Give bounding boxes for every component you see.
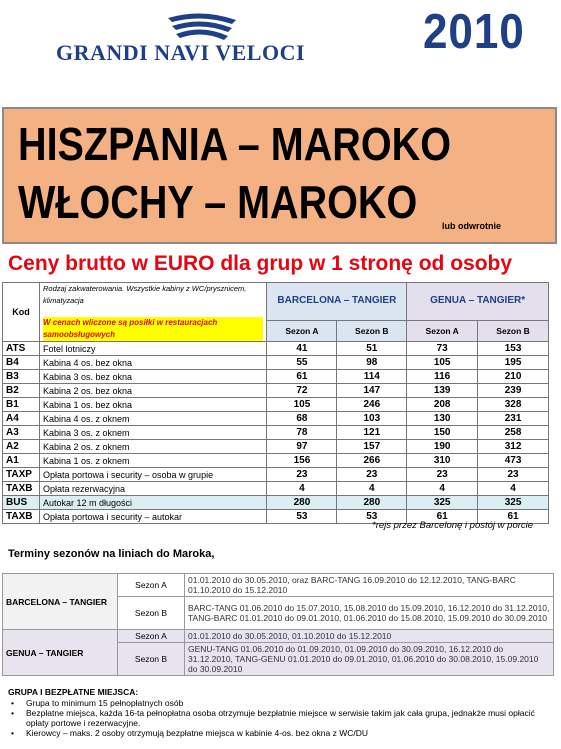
- cell-price: 68: [267, 412, 337, 426]
- season-label: Sezon A: [118, 574, 185, 597]
- table-row: [3, 370, 549, 384]
- cell-price: 325: [478, 496, 549, 510]
- cell-price: 153: [478, 342, 549, 356]
- cell-code: A4: [3, 412, 40, 426]
- cell-price: 258: [478, 426, 549, 440]
- seasons-table: [2, 573, 554, 676]
- cell-price: 312: [478, 440, 549, 454]
- cell-price: 23: [337, 468, 407, 482]
- column-header-accommodation: [39, 283, 267, 342]
- reverse-note: lub odwrotnie: [442, 221, 501, 231]
- logo-text: GRANDI NAVI VELOCI: [56, 40, 306, 65]
- cell-description: Autokar 12 m długości: [39, 496, 267, 510]
- cell-price: 72: [267, 384, 337, 398]
- cell-price: 23: [478, 468, 549, 482]
- route-footnote: *rejs przez Barcelonę i postój w porcie: [372, 520, 534, 531]
- cell-price: 53: [267, 510, 337, 524]
- cell-price: 190: [407, 440, 478, 454]
- cell-price: 103: [337, 412, 407, 426]
- route-header-barcelona-tangier: BARCELONA – TANGIER: [267, 283, 407, 321]
- table-row: [3, 468, 549, 482]
- table-row: [3, 342, 549, 356]
- cell-code: A1: [3, 454, 40, 468]
- accommodation-header-text: Rodzaj zakwaterowania. Wszystkie kabiny z WC/prysznicem, klimatyzacja: [42, 284, 247, 305]
- cell-code: A2: [3, 440, 40, 454]
- cell-price: 51: [337, 342, 407, 356]
- list-item: • Bezpłatne miejsca, każda 16-ta pełnopłatna osoba otrzymuje bezpłatnie miejsce w serwisie takim jak cała grupa, jednakże musi opłacić opłaty portowe i rezerwacyjne.: [8, 708, 558, 728]
- cell-price: 105: [267, 398, 337, 412]
- cell-price: 150: [407, 426, 478, 440]
- table-row: [3, 574, 554, 597]
- table-row: [3, 482, 549, 496]
- groups-list: [8, 698, 558, 738]
- price-table-body: [3, 342, 549, 524]
- route-name: BARCELONA – TANGIER: [3, 574, 118, 630]
- season-header: Sezon B: [478, 320, 549, 341]
- cell-code: TAXB: [3, 510, 40, 524]
- cell-price: 280: [267, 496, 337, 510]
- cell-price: 98: [337, 356, 407, 370]
- season-header: Sezon A: [407, 320, 478, 341]
- table-row: [3, 356, 549, 370]
- season-label: Sezon A: [118, 630, 185, 643]
- table-row: [3, 630, 554, 643]
- cell-price: 310: [407, 454, 478, 468]
- table-row: [3, 496, 549, 510]
- cell-price: 157: [337, 440, 407, 454]
- cell-price: 73: [407, 342, 478, 356]
- cell-price: 55: [267, 356, 337, 370]
- title-line-1: HISZPANIA – MAROKO: [18, 118, 451, 170]
- cell-price: 239: [478, 384, 549, 398]
- season-header: Sezon B: [337, 320, 407, 341]
- cell-price: 156: [267, 454, 337, 468]
- table-row: [3, 412, 549, 426]
- cell-description: Opłata portowa i security – autokar: [39, 510, 267, 524]
- cell-price: 97: [267, 440, 337, 454]
- table-row: [3, 454, 549, 468]
- cell-code: TAXP: [3, 468, 40, 482]
- cell-description: Kabina 2 os. z oknem: [39, 440, 267, 454]
- cell-price: 121: [337, 426, 407, 440]
- cell-price: 114: [337, 370, 407, 384]
- cell-code: B2: [3, 384, 40, 398]
- season-dates: 01.01.2010 do 30.05.2010, 01.10.2010 do 15.12.2010: [185, 630, 554, 643]
- season-dates: 01.01.2010 do 30.05.2010, oraz BARC-TANG 16.09.2010 do 12.12.2010, TANG-BARC 01.10.2010 do 15.12.2010: [185, 574, 554, 597]
- cell-description: Kabina 1 os. z oknem: [39, 454, 267, 468]
- cell-price: 208: [407, 398, 478, 412]
- cell-description: Kabina 4 os. z oknem: [39, 412, 267, 426]
- table-row: [3, 384, 549, 398]
- cell-code: A3: [3, 426, 40, 440]
- cell-price: 4: [478, 482, 549, 496]
- season-dates: GENU-TANG 01.06.2010 do 01.09.2010, 01.09.2010 do 30.09.2010, 16.12.2010 do 31.12.2010, TANG-GENU 01.01.2010 do 09.01.2010, 01.06.2010 do 30.08.2010, 15.09.2010 do 30.09.2010: [185, 643, 554, 676]
- cell-code: B3: [3, 370, 40, 384]
- cell-code: BUS: [3, 496, 40, 510]
- list-item: • Kierowcy – maks. 2 osoby otrzymują bezpłatne miejsca w kabinie 4-os. bez okna z WC/DU: [8, 728, 558, 738]
- cell-price: 266: [337, 454, 407, 468]
- year-label: 2010: [423, 5, 525, 59]
- route-header-genua-tangier: GENUA – TANGIER*: [407, 283, 549, 321]
- cell-price: 139: [407, 384, 478, 398]
- groups-title: GRUPA I BEZPŁATNE MIEJSCA:: [8, 687, 139, 697]
- cell-price: 280: [337, 496, 407, 510]
- price-table: [2, 282, 549, 524]
- gnv-logo: [56, 10, 356, 70]
- cell-price: 61: [407, 510, 478, 524]
- cell-price: 473: [478, 454, 549, 468]
- cell-code: B1: [3, 398, 40, 412]
- seasons-section-title: Terminy sezonów na liniach do Maroka,: [8, 548, 215, 560]
- cell-price: 41: [267, 342, 337, 356]
- cell-price: 130: [407, 412, 478, 426]
- season-label: Sezon B: [118, 597, 185, 630]
- cell-price: 23: [267, 468, 337, 482]
- cell-price: 328: [478, 398, 549, 412]
- route-name: GENUA – TANGIER: [3, 630, 118, 676]
- cell-description: Kabina 3 os. bez okna: [39, 370, 267, 384]
- cell-code: TAXB: [3, 482, 40, 496]
- cell-code: ATS: [3, 342, 40, 356]
- season-label: Sezon B: [118, 643, 185, 676]
- cell-price: 78: [267, 426, 337, 440]
- cell-price: 246: [337, 398, 407, 412]
- cell-price: 4: [337, 482, 407, 496]
- season-header: Sezon A: [267, 320, 337, 341]
- cell-description: Fotel lotniczy: [39, 342, 267, 356]
- cell-description: Kabina 1 os. bez okna: [39, 398, 267, 412]
- cell-price: 116: [407, 370, 478, 384]
- price-subtitle: Ceny brutto w EURO dla grup w 1 stronę od osoby: [8, 252, 513, 275]
- cell-price: 147: [337, 384, 407, 398]
- column-header-code: Kod: [3, 283, 40, 342]
- table-row: [3, 398, 549, 412]
- list-item: • Grupa to minimum 15 pełnopłatnych osób: [8, 698, 558, 708]
- cell-code: B4: [3, 356, 40, 370]
- cell-price: 61: [267, 370, 337, 384]
- cell-price: 4: [407, 482, 478, 496]
- meals-included-note: W cenach wliczone są posiłki w restauracjach samoobsługowych: [43, 317, 264, 341]
- table-row: [3, 426, 549, 440]
- cell-price: 53: [337, 510, 407, 524]
- cell-price: 61: [478, 510, 549, 524]
- title-box: [2, 107, 557, 244]
- cell-price: 231: [478, 412, 549, 426]
- season-dates: BARC-TANG 01.06.2010 do 15.07.2010, 15.08.2010 do 15.09.2010, 16.12.2010 do 31.12.2010, TANG-BARC 01.01.2010 do 09.01.2010, 01.06.2010 do 15.08.2010, 15.09.2010 do 30.09.2010: [185, 597, 554, 630]
- cell-description: Kabina 4 os. bez okna: [39, 356, 267, 370]
- cell-price: 210: [478, 370, 549, 384]
- cell-description: Opłata portowa i security – osoba w grupie: [39, 468, 267, 482]
- cell-description: Kabina 2 os. bez okna: [39, 384, 267, 398]
- cell-price: 4: [267, 482, 337, 496]
- title-line-2: WŁOCHY – MAROKO: [18, 176, 418, 228]
- cell-price: 105: [407, 356, 478, 370]
- cell-price: 195: [478, 356, 549, 370]
- cell-description: Opłata rezerwacyjna: [39, 482, 267, 496]
- cell-description: Kabina 3 os. z oknem: [39, 426, 267, 440]
- cell-price: 23: [407, 468, 478, 482]
- table-row: [3, 440, 549, 454]
- cell-price: 325: [407, 496, 478, 510]
